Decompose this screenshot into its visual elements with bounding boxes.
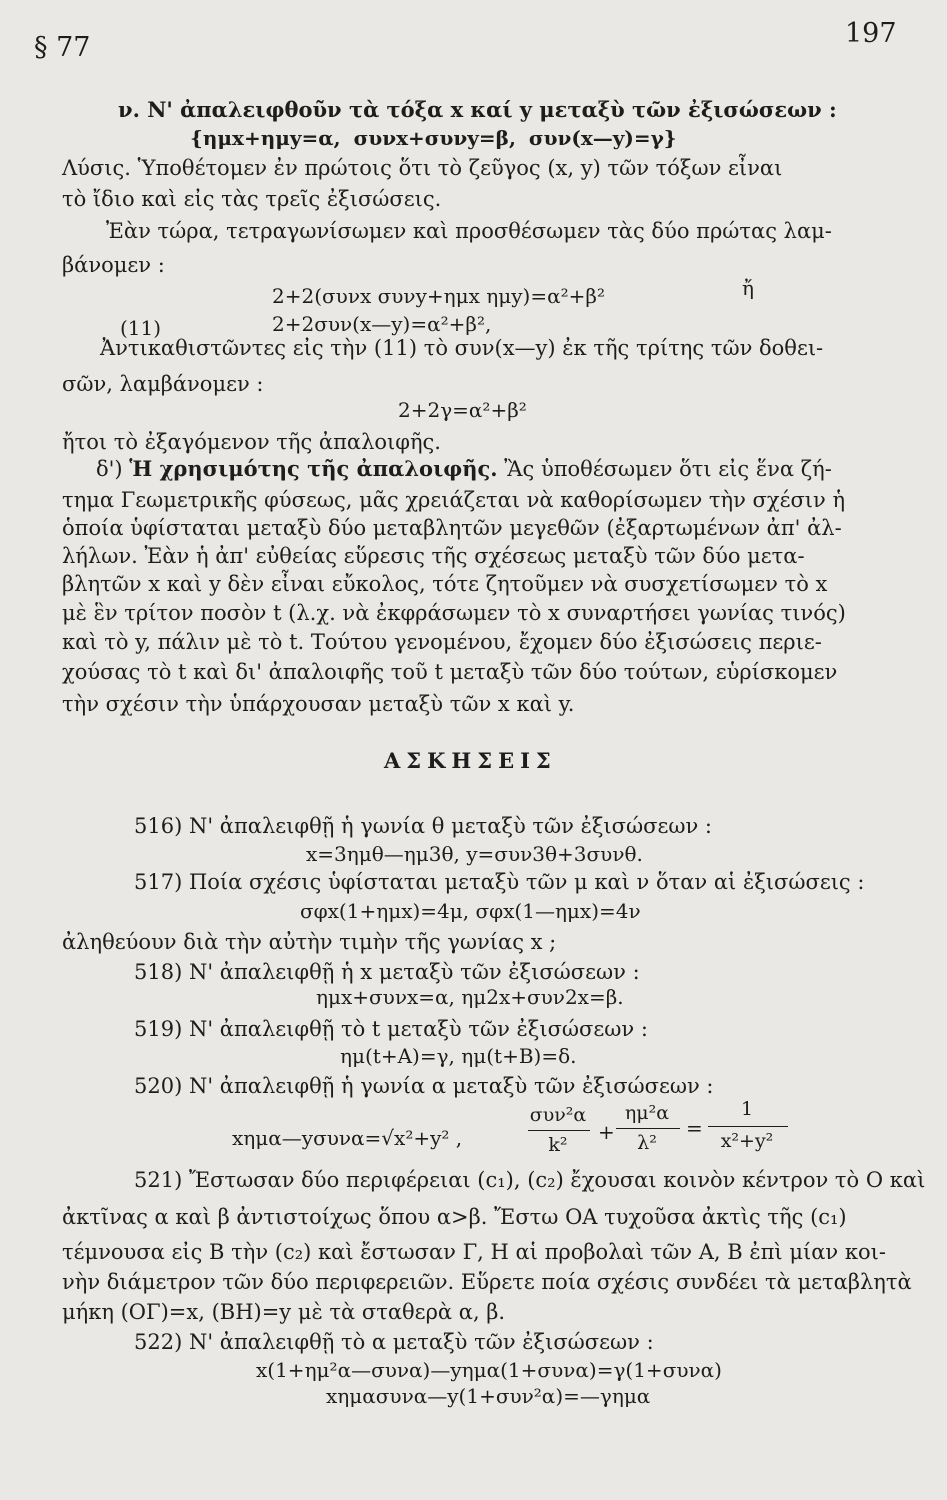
fraction-3-numerator: 1 [740,1098,754,1120]
paragraph-line: χούσας τὸ t καὶ δι' ἀπαλοιφῆς τοῦ t μεταξὺ τῶν δύο τούτων, εὑρίσκομεν [62,660,838,684]
paragraph-line: ὁποία ὑφίσταται μεταξὺ δύο μεταβλητῶν μεγεθῶν (ἐξαρτωμένων ἀπ' ἀλ- [62,516,842,540]
section-number: § 77 [34,32,91,63]
usefulness-label: δ') [96,457,123,481]
fraction-3-denominator: x²+y² [720,1130,774,1152]
exercise-518-equation: ημx+συνx=α, ημ2x+συν2x=β. [316,985,624,1009]
solution-line: σῶν, λαμβάνομεν : [62,372,264,396]
equation-2: 2+2συν(x—y)=α²+β², [272,312,492,336]
problem-title: ν. Ν' ἀπαλειφθοῦν τὰ τόξα x καί y μεταξὺ τῶν ἐξισώσεων : [118,97,837,122]
fraction-2-bar [616,1128,680,1129]
fraction-3-bar [708,1126,788,1127]
exercise-519-equation: ημ(t+A)=γ, ημ(t+B)=δ. [340,1044,577,1068]
equation-or: ἤ [742,276,754,300]
equation-1: 2+2(συνx συνy+ημx ημy)=α²+β² [272,284,605,308]
solution-line: Ἐὰν τώρα, τετραγωνίσωμεν καὶ προσθέσωμεν τὰς δύο πρώτας λαμ- [106,219,832,243]
exercise-522-equation-1: x(1+ημ²α—συνα)—yημα(1+συνα)=γ(1+συνα) [256,1358,722,1382]
equals-sign: = [686,1116,703,1140]
exercise-517: 517) Ποία σχέσις ὑφίσταται μεταξὺ τῶν μ καὶ ν ὅταν αἱ ἐξισώσεις : [134,870,865,894]
paragraph-line: καὶ τὸ y, πάλιν μὲ τὸ t. Τούτου γενομένου, ἔχομεν δύο ἐξισώσεις περιε- [62,630,822,654]
exercise-517-continuation: ἀληθεύουν διὰ τὴν αὐτὴν τιμὴν τῆς γωνίας x ; [62,930,557,954]
equation-label-11: (11) [120,316,162,340]
paragraph-line: βλητῶν x καὶ y δὲν εἶναι εὔκολος, τότε ζητοῦμεν νὰ συσχετίσωμεν τὸ x [62,572,828,596]
exercise-521-line: μήκη (ΟΓ)=x, (ΒΗ)=y μὲ τὰ σταθερὰ α, β. [62,1300,506,1324]
usefulness-first-line [96,455,926,483]
exercise-521-line: τέμνουσα εἰς Β τὴν (c₂) καὶ ἔστωσαν Γ, Η αἱ προβολαὶ τῶν Α, Β ἐπὶ μίαν κοι- [62,1240,886,1264]
usefulness-heading: Ἡ χρησιμότης τῆς ἀπαλοιφῆς. [129,456,498,481]
exercises-heading: ΑΣΚΗΣΕΙΣ [384,748,557,773]
paragraph-line: τημα Γεωμετρικῆς φύσεως, μᾶς χρειάζεται νὰ καθορίσωμεν τὴν σχέσιν ἡ [62,488,846,512]
exercise-522-equation-2: xημασυνα—y(1+συν²α)=—γημα [326,1384,651,1408]
paragraph-line: λήλων. Ἐὰν ἡ ἀπ' εὐθείας εὕρεσις τῆς σχέσεως μεταξὺ τῶν δύο μετα- [62,544,805,568]
fraction-1-denominator: k² [548,1134,568,1156]
solution-line: τὸ ἴδιο καὶ εἰς τὰς τρεῖς ἐξισώσεις. [62,187,442,211]
exercise-521-line: 521) Ἔστωσαν δύο περιφέρειαι (c₁), (c₂) ἔχουσαι κοινὸν κέντρον τὸ Ο καὶ [134,1168,926,1192]
fraction-2-numerator: ημ²α [624,1102,670,1124]
usefulness-first-text: Ἂς ὑποθέσωμεν ὅτι εἰς ἕνα ζή- [504,457,832,481]
problem-equations: {ημx+ημy=α, συνx+συνy=β, συν(x—y)=γ} [190,126,677,150]
equation-3: 2+2γ=α²+β² [398,398,527,422]
paragraph-line: τὴν σχέσιν τὴν ὑπάρχουσαν μεταξὺ τῶν x καὶ y. [62,692,575,716]
exercise-516: 516) Ν' ἀπαλειφθῇ ἡ γωνία θ μεταξὺ τῶν ἐξισώσεων : [134,814,712,838]
fraction-1-bar [528,1130,590,1131]
solution-line: Ἀντικαθιστῶντες εἰς τὴν (11) τὸ συν(x—y) ἐκ τῆς τρίτης τῶν δοθει- [100,336,824,360]
exercise-517-equation: σφx(1+ημx)=4μ, σφx(1—ημx)=4ν [300,899,641,923]
page-number: 197 [845,18,897,49]
conclusion-line: ἤτοι τὸ ἐξαγόμενον τῆς ἀπαλοιφῆς. [62,430,441,454]
plus-sign: + [598,1120,615,1144]
exercise-521-line: ἀκτῖνας α καὶ β ἀντιστοίχως ὅπου α>β. Ἔστω ΟΑ τυχοῦσα ἀκτὶς τῆς (c₁) [62,1205,847,1229]
paragraph-line: μὲ ἓν τρίτον ποσὸν t (λ.χ. νὰ ἐκφράσωμεν τὸ x συναρτήσει γωνίας τινός) [62,601,846,625]
exercise-520: 520) Ν' ἀπαλειφθῇ ἡ γωνία α μεταξὺ τῶν ἐξισώσεων : [134,1074,714,1098]
solution-line: Λύσις. Ὑποθέτομεν ἐν πρώτοις ὅτι τὸ ζεῦγος (x, y) τῶν τόξων εἶναι [62,156,783,180]
fraction-2-denominator: λ² [637,1132,657,1154]
exercise-522: 522) Ν' ἀπαλειφθῇ τὸ α μεταξὺ τῶν ἐξισώσεων : [134,1330,654,1354]
exercise-518: 518) Ν' ἀπαλειφθῇ ἡ x μεταξὺ τῶν ἐξισώσεων : [134,960,640,984]
exercise-521-line: νὴν διάμετρον τῶν δύο περιφερειῶν. Εὕρετε ποία σχέσις συνδέει τὰ μεταβλητὰ [62,1270,912,1294]
fraction-1-numerator: συν²α [529,1104,587,1126]
exercise-520-left-equation: xημα—yσυνα=√x²+y² , [232,1126,463,1150]
solution-line: βάνομεν : [62,253,165,277]
exercise-516-equation: x=3ημθ—ημ3θ, y=συν3θ+3συνθ. [306,842,643,866]
exercise-519: 519) Ν' ἀπαλειφθῇ τὸ t μεταξὺ τῶν ἐξισώσεων : [134,1017,648,1041]
